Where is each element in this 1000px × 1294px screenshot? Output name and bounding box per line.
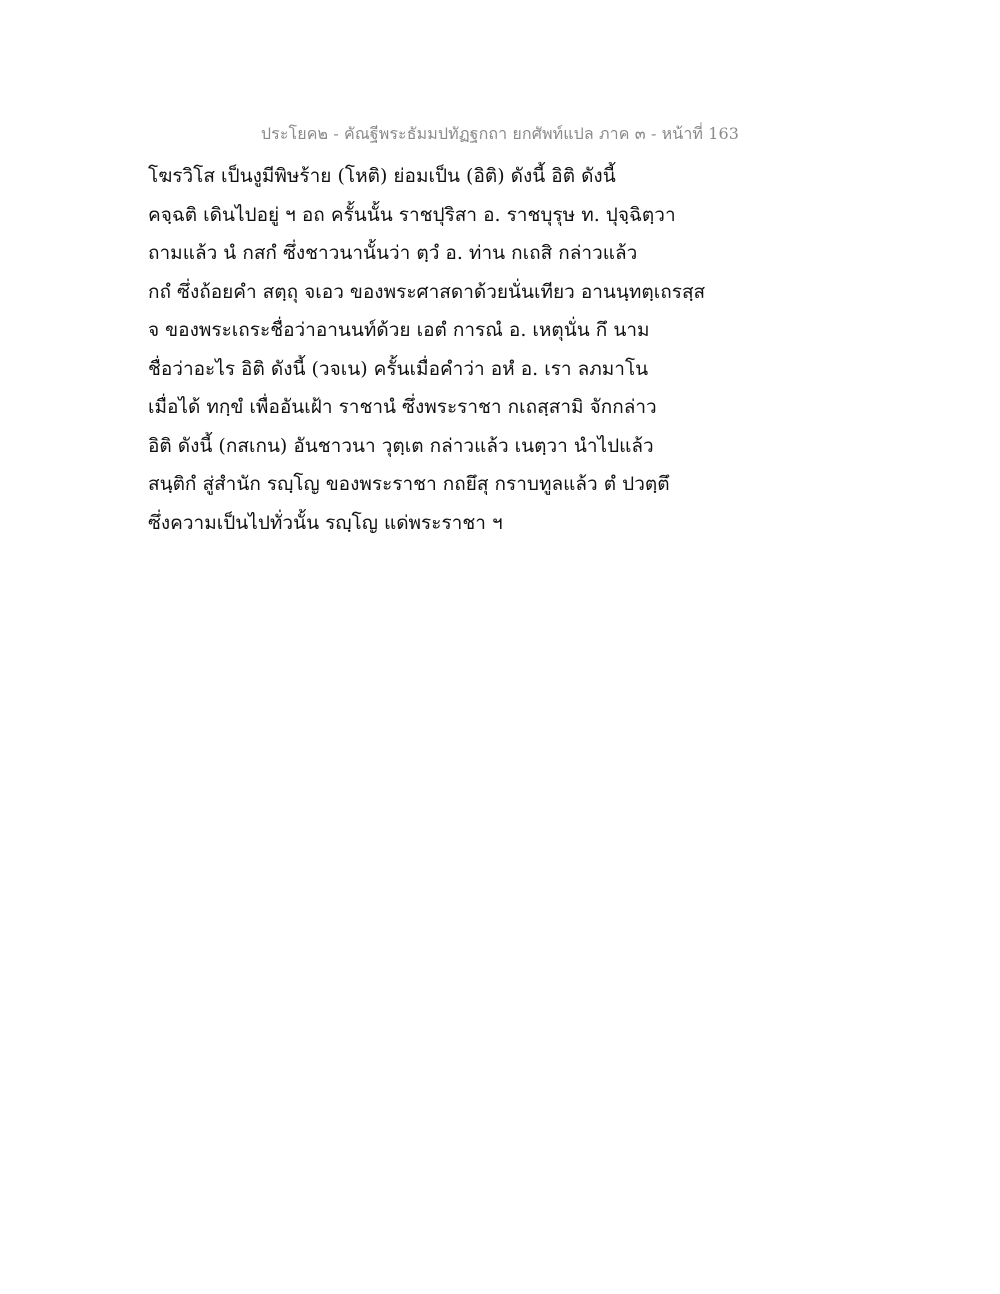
text-line: โฆรวิโส เป็นงูมีพิษร้าย (โหติ) ย่อมเป็น (อิติ) ดังนี้ อิติ ดังนี้ — [148, 165, 616, 187]
text-line: คจฺฉติ เดินไปอยู่ ฯ อถ ครั้นนั้น ราชปุริสา อ. ราชบุรุษ ท. ปุจฺฉิตฺวา — [148, 203, 676, 226]
text-line: ชื่อว่าอะไร อิติ ดังนี้ (วจเน) ครั้นเมื่อคำว่า อหํ อ. เรา ลภมาโน — [148, 357, 649, 380]
text-line: อิติ ดังนี้ (กสเกน) อันชาวนา วุตฺเต กล่าวแล้ว เนตฺวา นำไปแล้ว — [148, 434, 654, 457]
text-line: สนฺติกํ สู่สำนัก รญฺโญ ของพระราชา กถยึสุ กราบทูลแล้ว ตํ ปวตฺตึ — [148, 473, 670, 495]
text-line: ถามแล้ว นํ กสกํ ซึ่งชาวนานั้นว่า ตฺวํ อ. ท่าน กเถสิ กล่าวแล้ว — [148, 242, 638, 264]
page-header: ประโยค๒ - คัณฐีพระธัมมปทัฏฐกถา ยกศัพท์แปล ภาค ๓ - หน้าที่ 163 — [260, 124, 740, 143]
text-line: ซึ่งความเป็นไปทั่วนั้น รญฺโญ แด่พระราชา ฯ — [148, 511, 503, 534]
text-line: กถํ ซึ่งถ้อยคำ สตฺถุ จเอว ของพระศาสดาด้วยนั่นเทียว อานนฺทตฺเถรสฺส — [148, 280, 706, 303]
text-line: จ ของพระเถระชื่อว่าอานนท์ด้วย เอตํ การณํ อ. เหตุนั่น กึ นาม — [148, 319, 650, 341]
text-line: เมื่อได้ ทกฺขํ เพื่ออันเฝ้า ราชานํ ซึ่งพระราชา กเถสฺสามิ จักกล่าว — [148, 396, 657, 418]
body-text — [148, 157, 848, 542]
